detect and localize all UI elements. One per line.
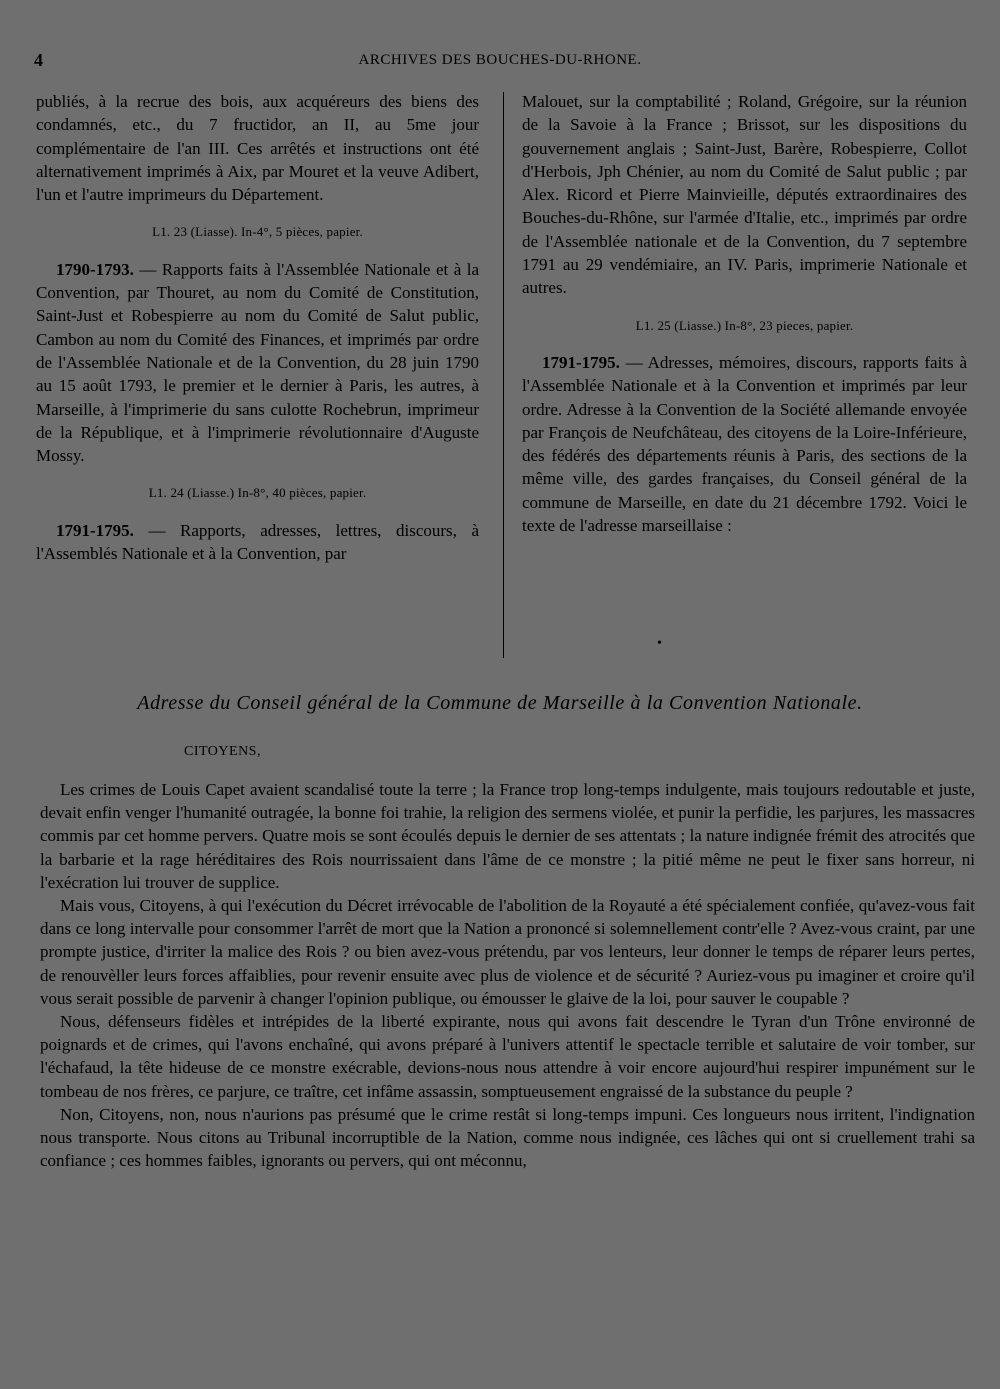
running-title: ARCHIVES DES BOUCHES-DU-RHONE. — [358, 52, 642, 68]
right-column — [522, 90, 967, 537]
entry-text: — Adresses, mémoires, discours, rapports faits à l'Assemblée Nationale et à la Convention et imprimés par leur ordre. Adresse à la Convention de la Société allemande envoyée par François de Neufchâteau, des citoyens de la Loire-Inférieure, des fédérés des départements réunis à Paris, des sections de la même ville, des gardes françaises, du Conseil général de la commune de Marseille, en date du 21 décembre 1792. Voici le texte de l'adresse marseillaise : — [522, 352, 967, 536]
entry-date: 1791-1795. — [542, 352, 620, 372]
right-continuation-text: Malouet, sur la comptabilité ; Roland, Grégoire, sur la réunion de la Savoie à la France ; Brissot, sur les dispositions du gouvernement anglais ; Saint-Just, Barère, Robespierre, Collot d'Herbois, Jph Chénier, au nom du Comité de Salut public ; par Alex. Ricord et Pierre Mainvieille, députés extraordinaires des Bouches-du-Rhône, sur l'armée d'Italie, etc., imprimés par ordre de l'Assemblée nationale et de la Convention, du 7 septembre 1791 au 29 vendémiaire, an IV. Paris, imprimerie Nationale et autres. — [522, 92, 967, 298]
address-paragraph: Les crimes de Louis Capet avaient scandalisé toute la terre ; la France trop long-temps indulgente, mais toujours redoutable et juste, devait enfin venger l'humanité outragée, la bonne foi trahie, la religion des sermens violée, et punir la perfidie, les parjures, les massacres commis par cet homme pervers. Quatre mois se sont écoulés depuis le dernier de ses attentats ; la nature indignée frémit des atrocités que la barbarie et la rage héréditaires des Rois nourrissaient dans l'âme de ce monstre ; la pitié même ne peut le fixer sans horreur, ni l'exécration lui trouver de supplice. — [40, 780, 975, 892]
left-continuation-text: publiés, à la recrue des bois, aux acquéreurs des biens des condamnés, etc., du 7 fructidor, an II, au 5me jour complémentaire de l'an III. Ces arrêtés et instructions ont été alternativement imprimés à Aix, par Mouret et la veuve Adibert, l'un et l'autre imprimeurs du Département. — [36, 92, 479, 205]
address-paragraph: Nous, défenseurs fidèles et intrépides de la liberté expirante, nous qui avons fait descendre le Tyran d'un Trône environné de poignards et de crimes, qui l'avons enchaîné, qui avons préparé à l'univers attentif le spectacle terrible et salutaire de voir tomber, sur l'échafaud, la tête hideuse de ce monstre exécrable, devions-nous nous attendre à voir encore aujourd'hui respirer impunément sur le tombeau de nos frères, ce parjure, ce traître, cet infâme assassin, somptueusement engraissé de la substance du peuple ? — [40, 1012, 975, 1101]
entry-text: — Rapports faits à l'Assemblée Nationale et à la Convention, par Thouret, au nom du Comité de Constitution, Saint-Just et Robespierre au nom du Comité de Salut public, Cambon au nom du Comité des Finances, et imprimés par ordre de l'Assemblée Nationale et de la Convention, du 28 juin 1790 au 15 août 1793, le premier et le dernier à Paris, les autres, à Marseille, à l'imprimerie du sans culotte Rochebrun, imprimeur de la République, et à l'imprimerie révolutionnaire d'Auguste Mossy. — [36, 259, 479, 466]
archive-reference: L1. 23 (Liasse). In-4°, 5 pièces, papier. — [152, 224, 363, 240]
address-title: Adresse du Conseil général de la Commune de Marseille à la Convention Nationale. — [137, 692, 863, 714]
entry-text: — Rapports, adresses, lettres, discours, à l'Assemblés Nationale et à la Convention, par — [36, 520, 479, 564]
entry-date: 1790-1793. — [56, 259, 134, 279]
archive-reference: L1. 24 (Liasse.) In-8°, 40 pièces, papier. — [148, 485, 367, 501]
inventory-entry — [522, 351, 967, 537]
entry-date: 1791-1795. — [56, 520, 134, 540]
inventory-entry — [36, 519, 479, 566]
address-paragraph: Non, Citoyens, non, nous n'aurions pas présumé que le crime restât si long-temps impuni. Ces longueurs nous irritent, l'indignation nous transporte. Nous citons au Tribunal incorruptible de la Nation, comme nous indignée, ces lâches qui ont si cruellement trahi sa confiance ; ces hommes faibles, ignorants ou pervers, qui ont méconnu, — [40, 1104, 975, 1171]
page-header — [0, 50, 1000, 76]
address-paragraph: Mais vous, Citoyens, à qui l'exécution du Décret irrévocable de l'abolition de la Royauté a été spécialement confiée, qu'avez-vous fait dans ce long intervalle pour consommer l'arrêt de mort que la Nation a prononcé si solemnellement contr'elle ? Avez-vous craint, par une prompte justice, d'irriter la malice des Rois ? ou bien avez-vous prétendu, par vos lenteurs, leur donner le temps de réparer leurs pertes, de renouvèller leurs forces affaiblies, pour revenir ensuite avec plus de violence et de sécurité ? Auriez-vous pu imaginer et croire qu'il vous serait possible de parvenir à changer l'opinion publique, ou émousser le glaive de la loi, pour sauver le coupable ? — [40, 896, 975, 1008]
archive-reference: L1. 25 (Liasse.) In-8°, 23 pieces, papier. — [635, 317, 854, 333]
column-divider — [503, 92, 504, 658]
inventory-entry — [36, 258, 479, 468]
address-body — [40, 778, 975, 1172]
left-column — [36, 90, 479, 565]
ink-mark: • — [657, 636, 662, 651]
salutation: CITOYENS, — [184, 744, 261, 759]
page-number: 4 — [34, 50, 43, 70]
